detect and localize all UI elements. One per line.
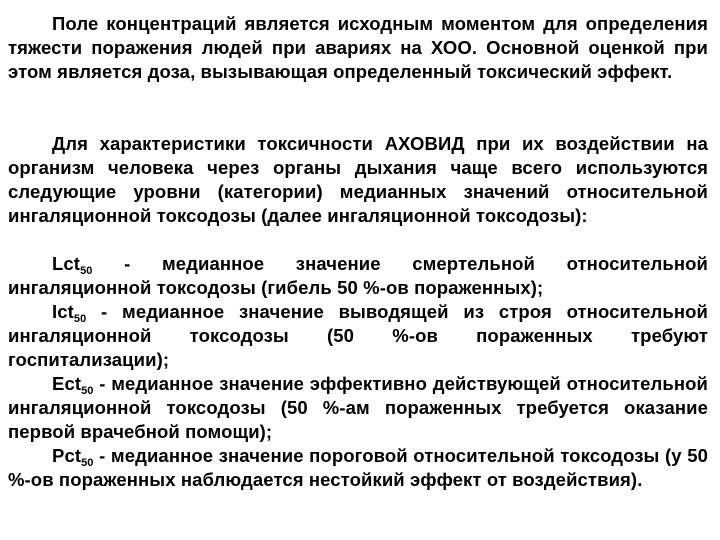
term-pct: Pct	[52, 445, 82, 466]
term-subscript: 50	[81, 457, 94, 469]
definition-pct50	[8, 444, 708, 492]
definition-text: - медианное значение эффективно действующей относительной ингаляционной токсодозы (50 %-ам пораженных требуется оказание первой врачебной помощи);	[8, 373, 708, 442]
definition-lct50	[8, 252, 708, 300]
definition-text: - медианное значение выводящей из строя относительной ингаляционной токсодозы (50 %-ов пораженных требуют госпитализации);	[8, 301, 708, 370]
term-subscript: 50	[73, 313, 87, 325]
term-ict: Ict	[52, 301, 74, 322]
paragraph-concentration-field: Поле концентраций является исходным моментом для определения тяжести поражения людей при авариях на ХОО. Основной оценкой при этом является доза, вызывающая определенный токсический эффект.	[8, 13, 708, 82]
definition-text: - медианное значение смертельной относительной ингаляционной токсодозы (гибель 50 %-ов пораженных);	[8, 253, 708, 298]
definition-text: - медианное значение пороговой относительной токсодозы (у 50 %-ов пораженных наблюдается нестойкий эффект от воздействия).	[8, 445, 708, 490]
paragraph-toxicity-characteristics: Для характеристики токсичности АХОВИД при их воздействии на организм человека через органы дыхания чаще всего используются следующие уровни (категории) медианных значений относительной ингаляционной токсодозы (далее ингаляционной токсодозы):	[8, 133, 708, 226]
definition-ect50	[8, 372, 708, 444]
term-subscript: 50	[80, 265, 93, 277]
definition-ict50	[8, 300, 708, 372]
term-ect: Ect	[52, 373, 82, 394]
term-lct: Lct	[52, 253, 81, 274]
definitions-list	[8, 252, 708, 492]
term-subscript: 50	[81, 385, 94, 397]
